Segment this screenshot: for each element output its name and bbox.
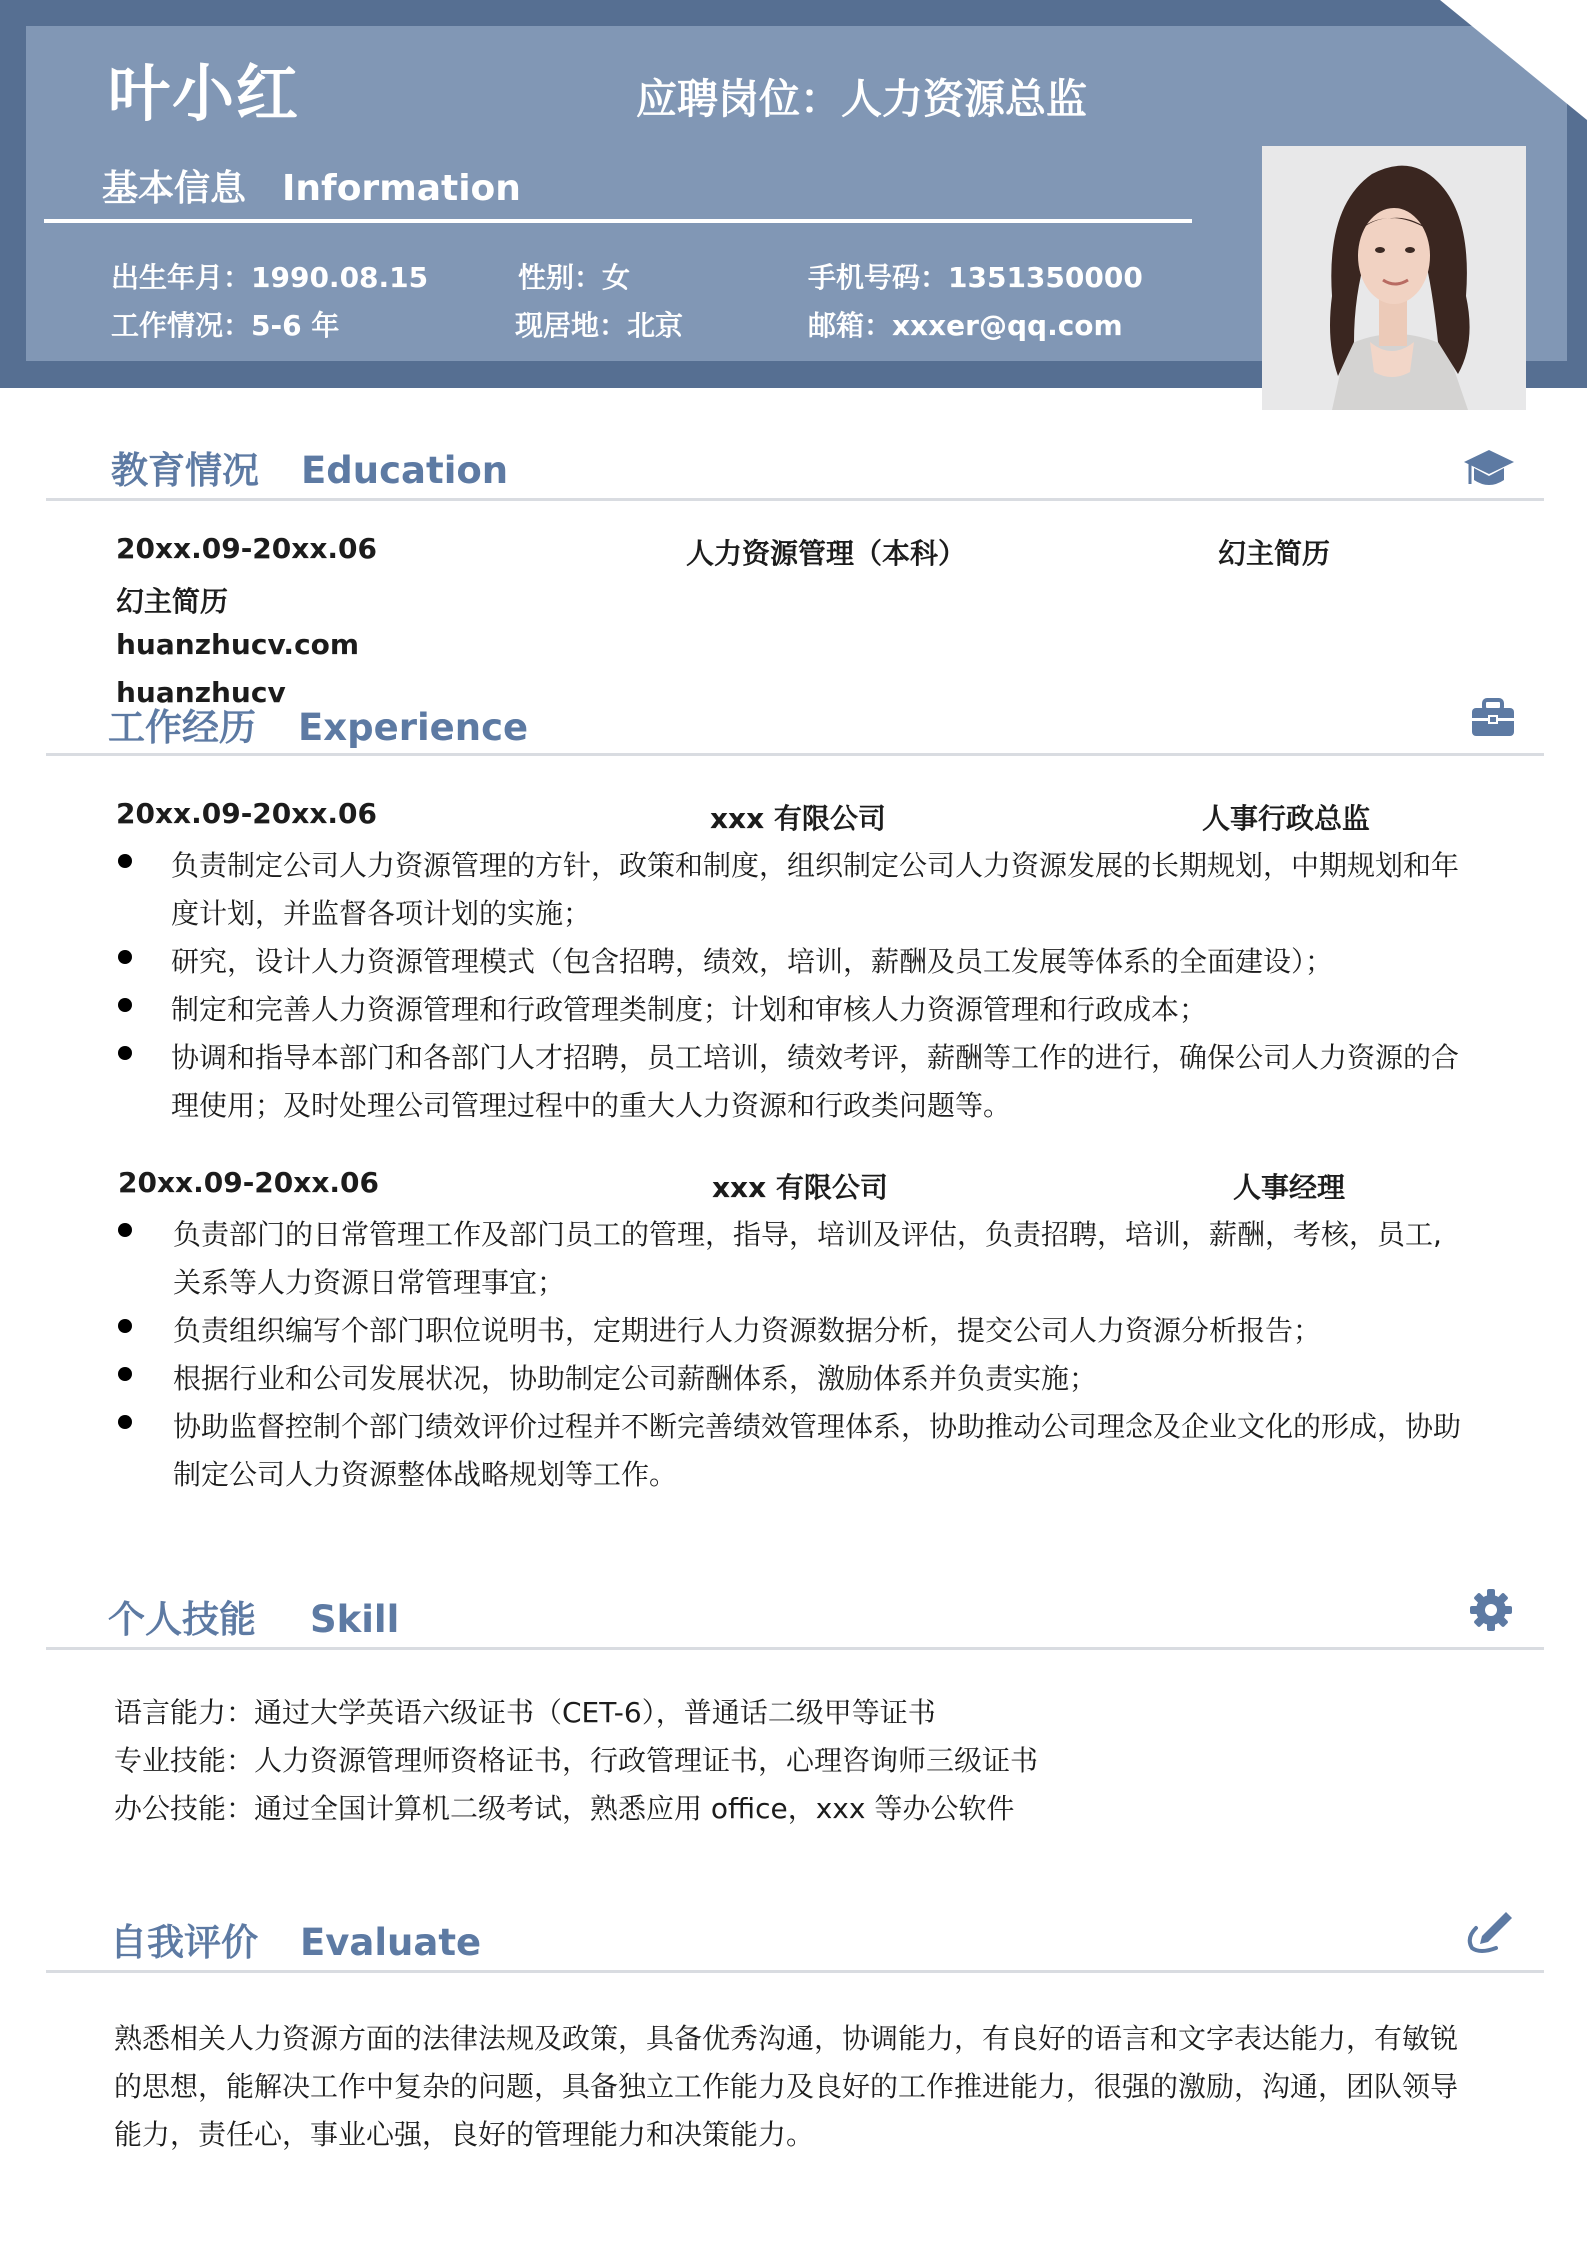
bullet [118,950,132,964]
evaluate-title-cn: 自我评价 [110,1921,258,1964]
job-duty-line: 负责组织编写个部门职位说明书，定期进行人力资源数据分析，提交公司人力资源分析报告； [173,1314,1322,1347]
evaluate-title-en: Evaluate [300,1921,482,1964]
phone-number: 手机号码：1351350000 [808,261,1143,294]
job-duty-line: 协助监督控制个部门绩效评价过程并不断完善绩效管理体系，协助推动公司理念及企业文化的形成，协助 [173,1410,1462,1443]
email: 邮箱：xxxer@qq.com [808,309,1123,342]
job-date: 20xx.09-20xx.06 [118,1166,379,1199]
work-experience-years: 工作情况：5-6 年 [111,309,340,342]
skill-section-title [108,1589,399,1643]
education-date: 20xx.09-20xx.06 [116,532,377,565]
evaluate-divider [46,1970,1544,1973]
evaluate-section-title [110,1912,481,1966]
bullet [118,1367,132,1381]
job-company: xxx 有限公司 [710,802,886,835]
skill-divider [46,1647,1544,1650]
education-major: 人力资源管理（本科） [686,537,967,570]
bullet [118,998,132,1012]
pen-icon [1462,1908,1516,1956]
experience-title-en: Experience [298,706,529,749]
skill-line: 语言能力：通过大学英语六级证书（CET-6），普通话二级甲等证书 [114,1696,936,1729]
skill-line: 办公技能：通过全国计算机二级考试，熟悉应用 office，xxx 等办公软件 [114,1792,1015,1825]
profile-photo [1262,146,1526,410]
experience-section-title [108,697,528,751]
residence: 现居地：北京 [515,309,684,342]
experience-title-cn: 工作经历 [108,706,256,749]
job-duty-line: 制定公司人力资源整体战略规划等工作。 [173,1458,678,1491]
education-extra-line: huanzhucv.com [116,628,360,661]
info-title-en: Information [282,168,521,209]
education-title-en: Education [301,449,509,492]
experience-divider [46,753,1544,756]
job-duty-line: 协调和指导本部门和各部门人才招聘，员工培训，绩效考评，薪酬等工作的进行，确保公司人力资源的合 [171,1041,1460,1074]
bullet [118,1046,132,1060]
job-duty-line: 制定和完善人力资源管理和行政管理类制度；计划和审核人力资源管理和行政成本； [171,993,1208,1026]
education-section-title [111,440,508,494]
briefcase-icon [1466,694,1520,742]
info-title-cn: 基本信息 [102,168,247,209]
job-role: 人事经理 [1233,1171,1346,1204]
job-duty-line: 关系等人力资源日常管理事宜； [173,1266,566,1299]
education-divider [46,498,1544,501]
job-duty-line: 研究，设计人力资源管理模式（包含招聘，绩效，培训，薪酬及员工发展等体系的全面建设）； [171,945,1334,978]
job-date: 20xx.09-20xx.06 [116,797,377,830]
evaluate-line: 能力，责任心，事业心强，良好的管理能力和决策能力。 [114,2118,815,2151]
education-title-cn: 教育情况 [111,449,259,492]
job-duty-line: 负责部门的日常管理工作及部门员工的管理，指导，培训及评估，负责招聘，培训，薪酬，考核，员工, [173,1218,1442,1251]
skill-title-en: Skill [310,1598,400,1641]
applied-position: 应聘岗位：人力资源总监 [636,75,1087,123]
job-duty-line: 负责制定公司人力资源管理的方针，政策和制度，组织制定公司人力资源发展的长期规划，中期规划和年 [171,849,1460,882]
job-company: xxx 有限公司 [712,1171,888,1204]
job-duty-line: 理使用；及时处理公司管理过程中的重大人力资源和行政类问题等。 [171,1089,1012,1122]
education-extra-line: huanzhucv [116,676,286,709]
skill-title-cn: 个人技能 [108,1598,256,1641]
gender: 性别：女 [518,261,631,294]
skill-line: 专业技能：人力资源管理师资格证书，行政管理证书，心理咨询师三级证书 [114,1744,1039,1777]
birth-date: 出生年月：1990.08.15 [111,261,429,294]
bullet [118,854,132,868]
job-role: 人事行政总监 [1202,802,1371,835]
graduation-cap-icon [1462,444,1516,492]
bullet [118,1415,132,1429]
corner-cut-decoration [1440,0,1587,120]
education-school: 幻主简历 [1218,537,1331,570]
job-duty-line: 根据行业和公司发展状况，协助制定公司薪酬体系，激励体系并负责实施； [173,1362,1098,1395]
bullet [118,1319,132,1333]
education-extra-line: 幻主简历 [116,585,229,618]
evaluate-line: 的思想，能解决工作中复杂的问题，具备独立工作能力及良好的工作推进能力，很强的激励，沟通，团队领导 [114,2070,1459,2103]
candidate-name: 叶小红 [108,57,301,130]
job-duty-line: 度计划，并监督各项计划的实施； [171,897,592,930]
bullet [118,1223,132,1237]
info-divider [44,219,1192,223]
info-section-title [102,160,521,211]
evaluate-line: 熟悉相关人力资源方面的法律法规及政策，具备优秀沟通，协调能力，有良好的语言和文字表达能力，有敏锐 [114,2022,1459,2055]
gear-icon [1464,1586,1518,1634]
